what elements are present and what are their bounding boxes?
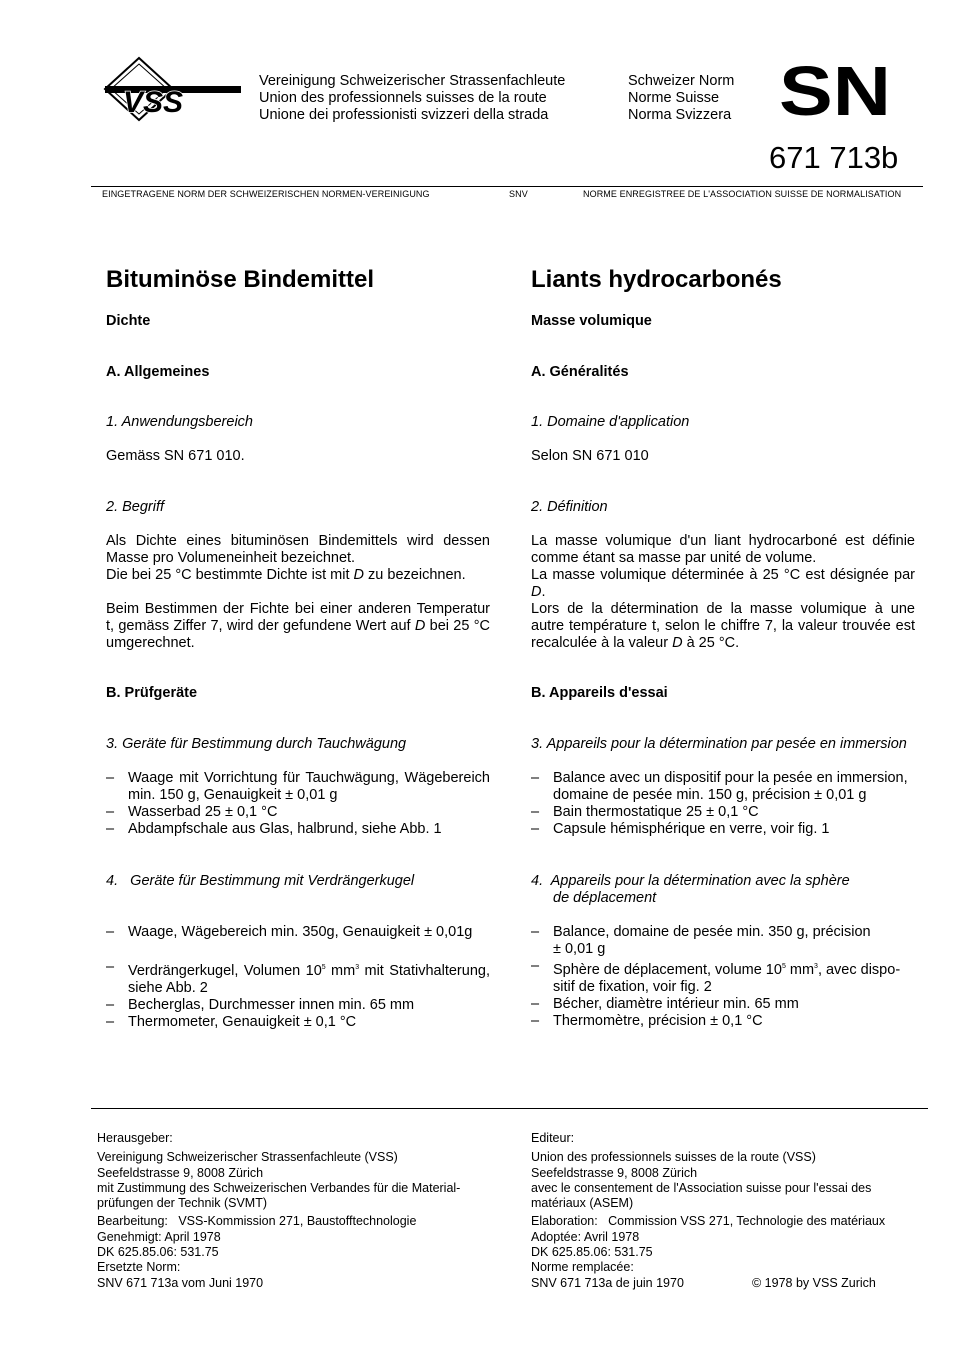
list-item: – Capsule hémisphérique en verre, voir fig. 1 [531, 821, 915, 838]
section-2-title-fr: 2. Définition [531, 499, 608, 515]
sn-logo [779, 60, 894, 120]
section-3-title-de: 3. Geräte für Bestimmung durch Tauchwägung [106, 736, 407, 752]
snv-label: SNV [509, 189, 528, 199]
vss-logo [103, 56, 243, 122]
norm-label-de: Schweizer Norm [628, 73, 735, 89]
subtitle-fr: Masse volumique [531, 313, 652, 329]
vss-logo-graphic [103, 56, 243, 122]
section-2-para3-de: Beim Bestimmen der Fichte bei einer anderen Temperatur t, gemäss Ziffer 7, wird der gefundene Wert auf D bei 25 °C umgerechnet. [106, 601, 490, 651]
section-4-list-fr [531, 924, 915, 1030]
header-rule [91, 186, 923, 187]
org-name-it: Unione dei professionisti svizzeri della strada [259, 107, 549, 123]
list-item: – Thermomètre, précision ± 0,1 °C [531, 1013, 915, 1030]
publisher-label-de: Herausgeber: [97, 1131, 173, 1145]
list-item: – Bécher, diamètre intérieur min. 65 mm [531, 996, 915, 1013]
section-2-para2-fr: La masse volumique déterminée à 25 °C est désignée par D. [531, 567, 915, 600]
edit-line-fr: Elaboration: Commission VSS 271, Technologie des matériaux [531, 1214, 886, 1229]
footer-rule [91, 1108, 928, 1109]
list-item: – Waage, Wägebereich min. 350g, Genauigkeit ± 0,01g [106, 924, 490, 941]
sn-logo-text: SN [779, 60, 891, 120]
list-item: – Thermometer, Genauigkeit ± 0,1 °C [106, 1014, 490, 1031]
vss-logo-text: VSS [123, 86, 184, 119]
norm-label-fr: Norme Suisse [628, 90, 720, 106]
list-item: – Becherglas, Durchmesser innen min. 65 mm [106, 997, 490, 1014]
list-item: – Sphère de déplacement, volume $10^5$ $mm^3$, avec dispositif de fixation, voir fig. 2 [531, 958, 915, 996]
section-2-title-de: 2. Begriff [106, 499, 165, 515]
list-item: – Verdrängerkugel, Volumen $10^5$ $mm^3$ mit Stativhalterung, siehe Abb. 2 [106, 959, 490, 997]
org-name-fr: Union des professionnels suisses de la route [259, 90, 547, 106]
section-1-title-fr: 1. Domaine d'application [531, 414, 690, 430]
norm-number: 671 713b [769, 140, 899, 175]
section-4-list-de [106, 924, 490, 1031]
subtitle-de: Dichte [106, 313, 151, 329]
section-b-de: B. Prüfgeräte [106, 685, 198, 701]
section-1-text-de: Gemäss SN 671 010. [106, 448, 245, 464]
sn-logo-graphic [779, 60, 894, 120]
registered-norm-de: EINGETRAGENE NORM DER SCHWEIZERISCHEN NORMEN-VEREINIGUNG [102, 189, 430, 199]
list-item: – Balance, domaine de pesée min. 350 g, précision ± 0,01 g [531, 924, 881, 958]
list-item: – Wasserbad 25 ± 0,1 °C [106, 804, 490, 821]
section-1-title-de: 1. Anwendungsbereich [106, 414, 253, 430]
list-item: – Abdampfschale aus Glas, halbrund, siehe Abb. 1 [106, 821, 490, 838]
list-item: – Balance avec un dispositif pour la pesée en immersion, domaine de pesée min. 150 g, précision ± 0,01 g [531, 770, 915, 804]
footer-de: Herausgeber: Vereinigung Schweizerischer Strassenfachleute (VSS) Seefeldstrasse 9, 8008 Zürich mit Zustimmung des Schweizerischen Verbandes für die Material- prüfungen der Technik (SVMT) Bearbeitung: VSS-Kommission 271, Baustofftechnologie Genehmigt: April 1978 DK 625.85.06: 531.75 Ersetzte Norm: SNV 671 713a vom Juni 1970 [97, 1131, 517, 1291]
section-2-para1-fr: La masse volumique d'un liant hydrocarboné est définie comme étant sa masse par unité de volume. [531, 533, 915, 566]
copyright: © 1978 by VSS Zurich [752, 1275, 876, 1290]
registered-norm-fr: NORME ENREGISTREE DE L'ASSOCIATION SUISSE DE NORMALISATION [583, 189, 902, 199]
footer-fr: Editeur: Union des professionnels suisses de la route (VSS) Seefeldstrasse 9, 8008 Zürich avec le consentement de l'Association suisse pour l'essai des matériaux (ASEM) Elaboration: Commission VSS 271, Technologie des matériaux Adoptée: Avril 1978 DK 625.85.06: 531.75 Norme remplacée: SNV 671 713a de juin 1970 © 1978 by VSS Zurich [531, 1131, 921, 1291]
section-3-list-de [106, 770, 490, 838]
norm-label-it: Norma Svizzera [628, 107, 732, 123]
section-a-fr: A. Généralités [531, 364, 629, 380]
section-2-para2-de: Die bei 25 °C bestimmte Dichte ist mit D zu bezeichnen. [106, 567, 466, 583]
org-name-de: Vereinigung Schweizerischer Strassenfachleute [259, 73, 566, 89]
section-1-text-fr: Selon SN 671 010 [531, 448, 649, 464]
section-4-title-fr: 4. Appareils pour la détermination avec la sphère de déplacement [531, 873, 850, 906]
publisher-label-fr: Editeur: [531, 1131, 575, 1145]
section-3-title-fr: 3. Appareils pour la détermination par pesée en immersion [531, 736, 907, 752]
list-item: – Bain thermostatique 25 ± 0,1 °C [531, 804, 915, 821]
title-de: Bituminöse Bindemittel [106, 266, 375, 293]
section-4-title-de: 4. Geräte für Bestimmung mit Verdrängerkugel [106, 873, 415, 889]
edit-line-de: Bearbeitung: VSS-Kommission 271, Baustofftechnologie [97, 1214, 417, 1229]
section-2-para3-fr: Lors de la détermination de la masse volumique à une autre température t, selon le chiffre 7, la valeur trouvée est recalculée à la valeur D à 25 °C. [531, 601, 915, 651]
section-2-para1-de: Als Dichte eines bituminösen Bindemittels wird dessen Masse pro Volumeneinheit bezeichnet. [106, 533, 490, 566]
list-item: – Waage mit Vorrichtung für Tauchwägung, Wägebereich min. 150 g, Genauigkeit ± 0,01 g [106, 770, 490, 804]
section-a-de: A. Allgemeines [106, 364, 210, 380]
section-b-fr: B. Appareils d'essai [531, 685, 668, 701]
section-3-list-fr [531, 770, 915, 838]
title-fr: Liants hydrocarbonés [531, 266, 782, 293]
